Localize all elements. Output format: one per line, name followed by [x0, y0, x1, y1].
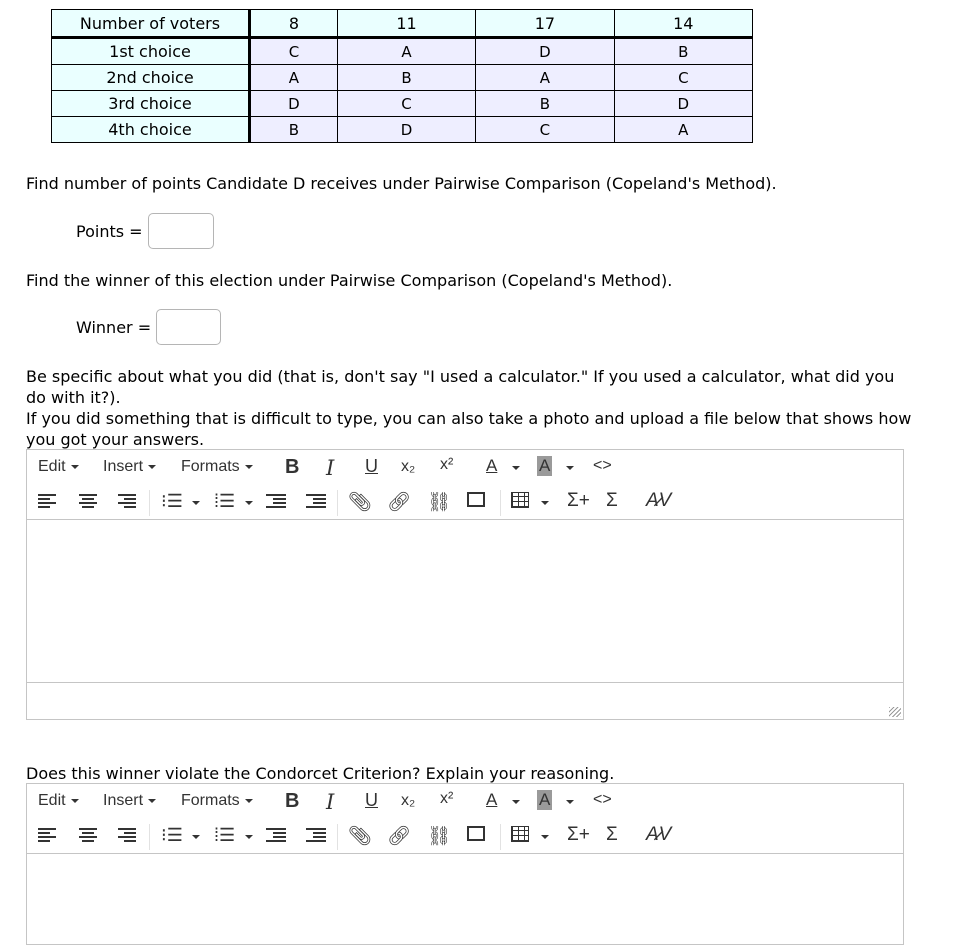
highlight-button[interactable]: A — [539, 790, 551, 809]
formats-menu[interactable]: Formats — [181, 458, 253, 476]
chevron-down-icon[interactable] — [541, 835, 549, 839]
equation-icon[interactable]: A̷V — [646, 490, 672, 511]
toolbar-separator — [149, 490, 150, 516]
cell: A — [337, 38, 475, 65]
source-code-button[interactable]: <> — [593, 791, 612, 808]
winner-input[interactable] — [156, 309, 221, 345]
table-icon[interactable] — [511, 826, 529, 842]
table-row — [52, 65, 753, 91]
numbered-list-icon[interactable]: ⁞☰ — [214, 491, 236, 511]
insert-menu[interactable]: Insert — [103, 458, 156, 476]
italic-button[interactable]: I — [326, 790, 335, 814]
underline-button[interactable]: U — [365, 456, 378, 476]
link-icon[interactable]: 🔗︎ — [387, 826, 412, 847]
toolbar-separator — [500, 490, 501, 516]
align-center-icon[interactable] — [79, 828, 97, 842]
bold-button[interactable]: B — [285, 790, 300, 812]
cell: A — [250, 65, 338, 91]
sum-plus-icon[interactable]: Σ+ — [567, 824, 590, 845]
sum-plus-icon[interactable]: Σ+ — [567, 490, 590, 511]
numbered-list-icon[interactable]: ⁞☰ — [214, 825, 236, 845]
insert-menu[interactable]: Insert — [103, 792, 156, 810]
editor-menubar — [27, 450, 903, 485]
chevron-down-icon[interactable] — [245, 501, 253, 505]
align-right-icon[interactable] — [118, 828, 136, 842]
text-color-button[interactable]: A — [486, 790, 498, 809]
align-left-icon[interactable] — [38, 828, 56, 842]
row-label: 1st choice — [52, 38, 250, 65]
cell: B — [614, 38, 752, 65]
editor-toolbar — [27, 485, 903, 520]
voter-count-4: 14 — [614, 10, 752, 38]
toolbar-separator — [149, 824, 150, 850]
align-left-icon[interactable] — [38, 494, 56, 508]
table-row — [52, 91, 753, 117]
instructions-line-1: Be specific about what you did (that is, don't say "I used a calculator." If you used a calculator, what did you do with it?). — [26, 367, 895, 407]
preference-table — [51, 9, 753, 143]
chevron-down-icon[interactable] — [192, 835, 200, 839]
cell: C — [250, 38, 338, 65]
editor-toolbar — [27, 819, 903, 854]
instructions — [26, 366, 916, 450]
points-input[interactable] — [148, 213, 214, 249]
points-label: Points = — [76, 221, 143, 241]
superscript-button[interactable]: x² — [440, 790, 454, 807]
text-color-button[interactable]: A — [486, 456, 498, 475]
unlink-icon[interactable]: ⛓︎ — [427, 826, 452, 847]
align-center-icon[interactable] — [79, 494, 97, 508]
row-label: 2nd choice — [52, 65, 250, 91]
cell: B — [476, 91, 614, 117]
equation-icon[interactable]: A̷V — [646, 824, 672, 845]
winner-label: Winner = — [76, 317, 152, 337]
cell: B — [337, 65, 475, 91]
cell: A — [476, 65, 614, 91]
editor-text-area[interactable] — [27, 854, 903, 934]
cell: D — [476, 38, 614, 65]
instructions-line-2: If you did something that is difficult to type, you can also take a photo and upload a file below that shows how you got your answers. — [26, 409, 912, 449]
align-right-icon[interactable] — [118, 494, 136, 508]
chevron-down-icon[interactable] — [512, 800, 520, 804]
cell: D — [614, 91, 752, 117]
row-label: 3rd choice — [52, 91, 250, 117]
formats-menu[interactable]: Formats — [181, 792, 253, 810]
row-label: 4th choice — [52, 117, 250, 143]
table-icon[interactable] — [511, 492, 529, 508]
points-field-row — [76, 213, 214, 249]
sum-icon[interactable]: Σ — [606, 490, 618, 511]
rich-text-editor-work — [26, 449, 904, 720]
bullet-list-icon[interactable]: ⁝☰ — [161, 491, 183, 511]
bullet-list-icon[interactable]: ⁝☰ — [161, 825, 183, 845]
table-row — [52, 117, 753, 143]
resize-handle-icon[interactable] — [889, 707, 901, 717]
cell: C — [476, 117, 614, 143]
question-points-text: Find number of points Candidate D receives under Pairwise Comparison (Copeland's Method). — [26, 174, 777, 193]
outdent-icon[interactable] — [266, 494, 286, 508]
cell: C — [614, 65, 752, 91]
highlight-button[interactable]: A — [539, 456, 551, 475]
outdent-icon[interactable] — [266, 828, 286, 842]
toolbar-separator — [337, 490, 338, 516]
cell: D — [337, 117, 475, 143]
chevron-down-icon[interactable] — [192, 501, 200, 505]
cell: A — [614, 117, 752, 143]
editor-text-area[interactable] — [27, 520, 903, 683]
source-code-button[interactable]: <> — [593, 457, 612, 474]
header-number-of-voters: Number of voters — [52, 10, 250, 38]
toolbar-separator — [337, 824, 338, 850]
chevron-down-icon[interactable] — [566, 800, 574, 804]
toolbar-separator — [500, 824, 501, 850]
chevron-down-icon[interactable] — [245, 835, 253, 839]
editor-menubar — [27, 784, 903, 819]
unlink-icon[interactable]: ⛓︎ — [427, 492, 452, 513]
subscript-button[interactable]: x₂ — [401, 792, 416, 809]
editor-status-bar — [27, 683, 903, 719]
voter-count-1: 8 — [250, 10, 338, 38]
image-icon[interactable] — [467, 826, 485, 841]
italic-button[interactable]: I — [326, 456, 335, 480]
voter-count-2: 11 — [337, 10, 475, 38]
edit-menu[interactable]: Edit — [38, 458, 79, 476]
superscript-button[interactable]: x² — [440, 456, 454, 473]
image-icon[interactable] — [467, 492, 485, 507]
cell: C — [337, 91, 475, 117]
sum-icon[interactable]: Σ — [606, 824, 618, 845]
rich-text-editor-condorcet — [26, 783, 904, 945]
winner-field-row — [76, 309, 221, 345]
subscript-button[interactable]: x₂ — [401, 458, 416, 475]
cell: D — [250, 91, 338, 117]
link-icon[interactable]: 🔗︎ — [387, 492, 412, 513]
table-row — [52, 38, 753, 65]
edit-menu[interactable]: Edit — [38, 792, 79, 810]
indent-icon[interactable] — [306, 494, 326, 508]
bold-button[interactable]: B — [285, 456, 300, 478]
paperclip-icon[interactable]: 📎︎ — [348, 492, 373, 513]
chevron-down-icon[interactable] — [566, 466, 574, 470]
paperclip-icon[interactable]: 📎︎ — [348, 826, 373, 847]
voter-count-3: 17 — [476, 10, 614, 38]
underline-button[interactable]: U — [365, 790, 378, 810]
indent-icon[interactable] — [306, 828, 326, 842]
chevron-down-icon[interactable] — [512, 466, 520, 470]
chevron-down-icon[interactable] — [541, 501, 549, 505]
question-condorcet-text: Does this winner violate the Condorcet Criterion? Explain your reasoning. — [26, 764, 615, 783]
question-winner-text: Find the winner of this election under Pairwise Comparison (Copeland's Method). — [26, 271, 673, 290]
cell: B — [250, 117, 338, 143]
